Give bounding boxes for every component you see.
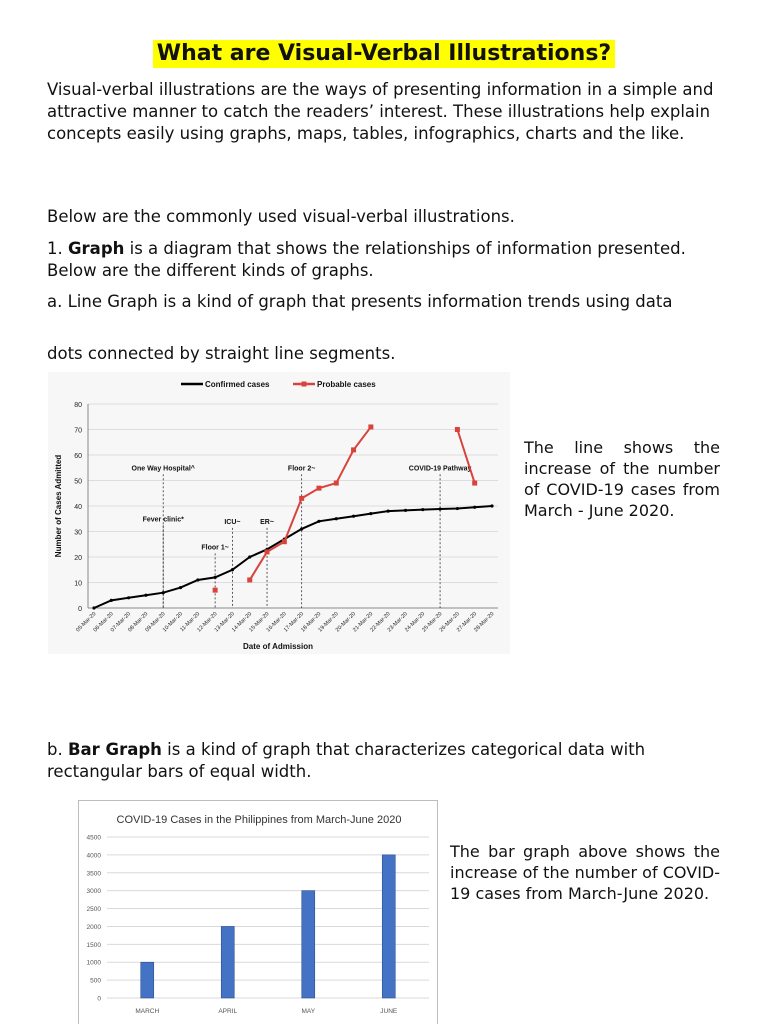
annotation-label: ER~ bbox=[260, 518, 274, 526]
confirmed-point bbox=[387, 510, 390, 513]
x-tick-label: 15-Mar-20 bbox=[248, 611, 271, 634]
x-tick-label: 17-Mar-20 bbox=[282, 611, 306, 634]
probable-point bbox=[334, 481, 339, 486]
bar bbox=[221, 926, 234, 998]
bar-chart-caption: The bar graph above shows the increase of the number of COVID-19 cases from March-June 2020. bbox=[450, 842, 720, 903]
x-tick-label: 21-Mar-20 bbox=[352, 611, 375, 634]
confirmed-point bbox=[179, 586, 182, 589]
x-tick-label: 06-Mar-20 bbox=[92, 611, 115, 634]
x-tick-label: 19-Mar-20 bbox=[317, 611, 340, 634]
probable-point bbox=[299, 496, 304, 501]
y-tick-label: 3000 bbox=[86, 888, 101, 896]
x-tick-label: 14-Mar-20 bbox=[230, 611, 254, 634]
confirmed-point bbox=[490, 504, 493, 507]
probable-point bbox=[247, 577, 252, 582]
bar-text: is a kind of graph that characterizes categorical data with rectangular bars of equal width. bbox=[47, 740, 646, 781]
probable-point bbox=[368, 424, 373, 429]
line-graph-definition-cont: dots connected by straight line segments. bbox=[47, 344, 396, 363]
y-tick-label: 50 bbox=[74, 478, 82, 486]
confirmed-point bbox=[421, 508, 424, 511]
confirmed-point bbox=[162, 591, 165, 594]
probable-point bbox=[282, 539, 287, 544]
line-chart-caption: The line shows the increase of the number of COVID-19 cases from March - June 2020. bbox=[524, 438, 720, 520]
x-axis-title: Date of Admission bbox=[243, 642, 313, 651]
x-tick-label: 28-Mar-20 bbox=[473, 611, 496, 634]
graph-text: is a diagram that shows the relationships of information presented. Below are the different kinds of graphs. bbox=[47, 239, 686, 280]
legend-label: Confirmed cases bbox=[205, 380, 270, 389]
confirmed-point bbox=[300, 527, 303, 530]
x-tick-label: 23-Mar-20 bbox=[386, 611, 409, 634]
x-tick-label: APRIL bbox=[218, 1008, 238, 1015]
bar bbox=[302, 891, 315, 998]
y-tick-label: 10 bbox=[74, 580, 82, 588]
probable-point bbox=[472, 481, 477, 486]
x-tick-label: MAY bbox=[301, 1008, 316, 1015]
probable-point bbox=[265, 549, 270, 554]
x-tick-label: 25-Mar-20 bbox=[421, 611, 444, 634]
confirmed-point bbox=[473, 506, 476, 509]
x-tick-label: 11-Mar-20 bbox=[179, 611, 202, 634]
x-tick-label: 16-Mar-20 bbox=[265, 611, 288, 634]
x-tick-label: 27-Mar-20 bbox=[455, 611, 479, 634]
below-paragraph: Below are the commonly used visual-verbal illustrations. bbox=[47, 207, 515, 226]
bar bbox=[141, 962, 154, 998]
y-tick-label: 4000 bbox=[86, 852, 101, 860]
bar-chart-panel bbox=[78, 800, 438, 1024]
y-tick-label: 70 bbox=[74, 427, 82, 435]
confirmed-point bbox=[335, 517, 338, 520]
x-tick-label: 10-Mar-20 bbox=[161, 611, 184, 634]
x-tick-label: 08-Mar-20 bbox=[127, 611, 150, 634]
bar bbox=[382, 855, 395, 998]
confirmed-point bbox=[127, 596, 130, 599]
title-container bbox=[0, 40, 768, 68]
bar-prefix: b. bbox=[47, 740, 68, 759]
y-tick-label: 60 bbox=[74, 453, 82, 460]
x-tick-label: JUNE bbox=[380, 1008, 398, 1015]
y-axis-title: Number of Cases Admitted bbox=[54, 454, 63, 558]
legend-marker bbox=[302, 382, 307, 387]
probable-point bbox=[213, 588, 218, 593]
confirmed-point bbox=[248, 555, 251, 558]
confirmed-point bbox=[404, 509, 407, 512]
x-tick-label: 24-Mar-20 bbox=[404, 611, 427, 634]
confirmed-point bbox=[438, 507, 441, 510]
x-tick-label: 13-Mar-20 bbox=[213, 611, 236, 634]
graph-term: Graph bbox=[68, 239, 125, 258]
annotation-label: Floor 1~ bbox=[201, 544, 229, 552]
annotation-label: Fever clinic* bbox=[142, 516, 184, 524]
y-tick-label: 80 bbox=[74, 402, 82, 409]
x-tick-label: 12-Mar-20 bbox=[196, 611, 219, 634]
confirmed-point bbox=[92, 606, 95, 609]
intro-paragraph: Visual-verbal illustrations are the ways of presenting information in a simple and attractive manner to catch the readers’ interest. These illustrations help explain concepts easily using graphs, maps, tables, infographics, charts and the like. bbox=[47, 80, 714, 143]
probable-point bbox=[455, 427, 460, 432]
legend-label: Probable cases bbox=[317, 380, 376, 389]
annotation-label: COVID-19 Pathway bbox=[408, 465, 472, 473]
x-tick-label: 05-Mar-20 bbox=[75, 611, 98, 634]
y-tick-label: 4500 bbox=[86, 834, 101, 842]
line-chart bbox=[48, 372, 510, 654]
x-tick-label: 22-Mar-20 bbox=[369, 611, 392, 634]
confirmed-point bbox=[352, 515, 355, 518]
annotation-label: One Way Hospital^ bbox=[131, 465, 195, 473]
y-tick-label: 40 bbox=[74, 504, 82, 511]
x-tick-label: MARCH bbox=[135, 1008, 160, 1015]
line-graph-definition: a. Line Graph is a kind of graph that presents information trends using data bbox=[47, 292, 673, 311]
confirmed-point bbox=[110, 599, 113, 602]
y-tick-label: 1000 bbox=[86, 959, 101, 967]
bar-chart bbox=[79, 801, 437, 1025]
confirmed-point bbox=[369, 512, 372, 515]
y-tick-label: 2500 bbox=[86, 906, 101, 914]
y-tick-label: 0 bbox=[97, 995, 101, 1003]
confirmed-point bbox=[456, 507, 459, 510]
confirmed-point bbox=[214, 576, 217, 579]
y-tick-label: 3500 bbox=[86, 870, 101, 878]
page-title: What are Visual-Verbal Illustrations? bbox=[153, 40, 615, 68]
x-tick-label: 18-Mar-20 bbox=[300, 611, 323, 634]
y-tick-label: 500 bbox=[90, 977, 101, 985]
x-tick-label: 09-Mar-20 bbox=[144, 611, 167, 634]
x-tick-label: 07-Mar-20 bbox=[109, 611, 133, 634]
y-tick-label: 2000 bbox=[86, 923, 101, 931]
x-tick-label: 26-Mar-20 bbox=[438, 611, 461, 634]
line-chart-panel bbox=[48, 372, 510, 654]
bar-graph-definition bbox=[47, 739, 727, 783]
y-tick-label: 20 bbox=[74, 555, 82, 562]
probable-point bbox=[316, 486, 321, 491]
graph-prefix: 1. bbox=[47, 239, 68, 258]
probable-line bbox=[457, 430, 474, 484]
confirmed-point bbox=[196, 578, 199, 581]
bar-chart-title: COVID-19 Cases in the Philippines from March-June 2020 bbox=[116, 814, 402, 826]
y-tick-label: 1500 bbox=[86, 941, 101, 949]
y-tick-label: 30 bbox=[74, 529, 82, 537]
y-tick-label: 0 bbox=[78, 606, 82, 613]
annotation-label: ICU~ bbox=[224, 518, 241, 526]
confirmed-point bbox=[317, 520, 320, 523]
bar-term: Bar Graph bbox=[67, 740, 162, 759]
probable-point bbox=[351, 447, 356, 452]
annotation-label: Floor 2~ bbox=[287, 465, 316, 473]
graph-definition bbox=[47, 238, 727, 282]
x-tick-label: 20-Mar-20 bbox=[334, 611, 357, 634]
confirmed-point bbox=[231, 568, 234, 571]
confirmed-point bbox=[144, 594, 147, 597]
